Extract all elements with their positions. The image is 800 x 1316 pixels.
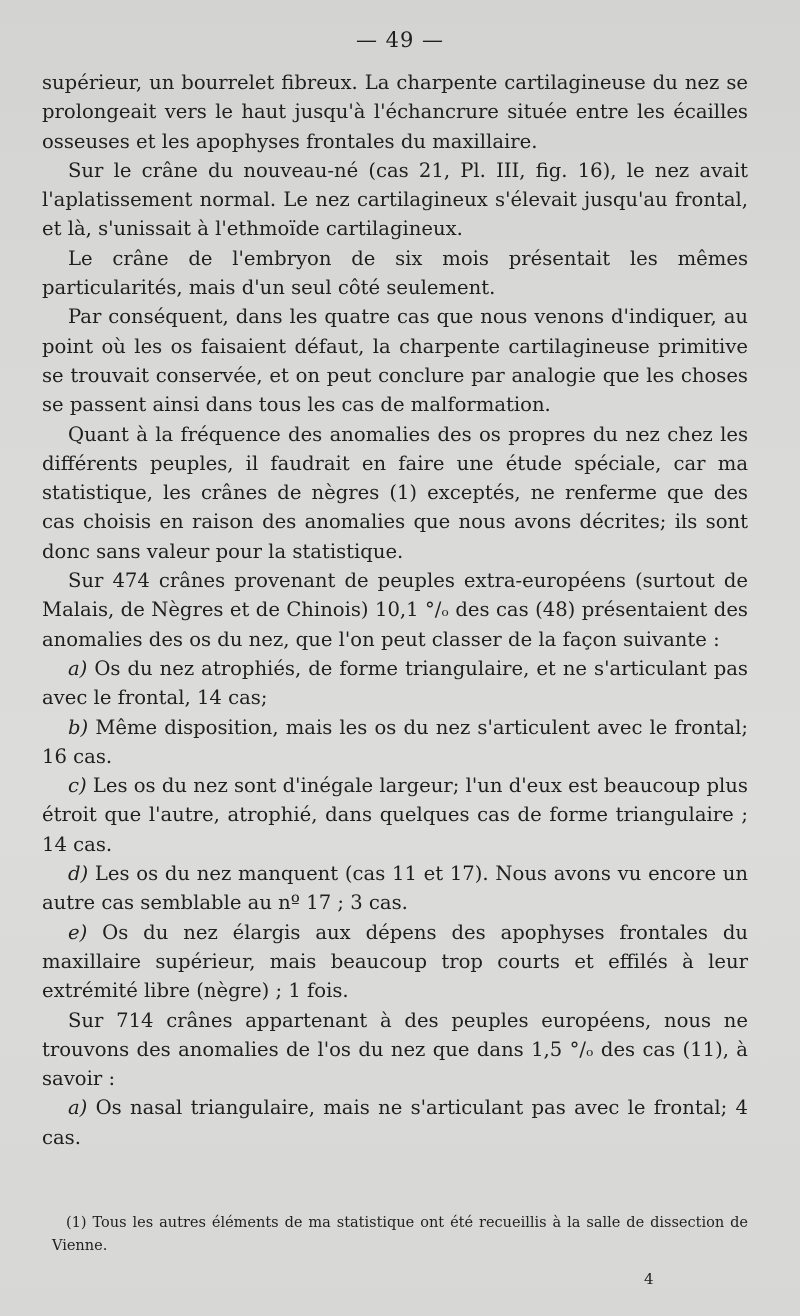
footnote: (1) Tous les autres éléments de ma statistique ont été recueillis à la salle de dissection de Vienne. (52, 1215, 748, 1254)
list-item-text: Même disposition, mais les os du nez s'articulent avec le frontal; 16 cas. (42, 715, 748, 768)
paragraph: Quant à la fréquence des anomalies des os propres du nez chez les différents peuples, il faudrait en faire une étude spéciale, car ma statistique, les crânes de nègres (1) exceptés, ne renferme que des cas choisis en raison des anomalies que nous avons décrites; ils sont donc sans valeur pour la statistique. (42, 422, 748, 563)
list-item-letter: c) (68, 774, 87, 798)
list-item-text: Os du nez atrophiés, de forme triangulaire, et ne s'articulant pas avec le frontal, 14 cas; (42, 656, 748, 710)
list-item (42, 1093, 748, 1152)
paragraph: Le crâne de l'embryon de six mois présentait les mêmes particularités, mais d'un seul côté seulement. (42, 246, 748, 300)
list-item (42, 918, 748, 1006)
page-number: — 49 — (355, 28, 445, 52)
signature-mark: 4 (644, 1270, 654, 1288)
list-item (42, 859, 748, 918)
list-item-letter: d) (68, 862, 89, 886)
paragraph: Sur 714 crânes appartenant à des peuples européens, nous ne trouvons des anomalies de l'os du nez que dans 1,5 °/ₒ des cas (11), à savoir : (42, 1008, 748, 1091)
list-item-text: Les os du nez sont d'inégale largeur; l'un d'eux est beaucoup plus étroit que l'autre, atrophié, dans quelques cas de forme triangulaire ; 14 cas. (42, 774, 748, 856)
list-item-letter: a) (68, 656, 88, 680)
list-item (42, 654, 748, 713)
list-item-text: Os du nez élargis aux dépens des apophyses frontales du maxillaire supérieur, mais beaucoup trop courts et effilés à leur extrémité libre (nègre) ; 1 fois. (42, 920, 748, 1003)
body-text (42, 68, 748, 1152)
list-item-text: Os nasal triangulaire, mais ne s'articulant pas avec le frontal; 4 cas. (42, 1096, 748, 1149)
paragraph: supérieur, un bourrelet fibreux. La charpente cartilagineuse du nez se prolongeait vers le haut jusqu'à l'échancrure située entre les écailles osseuses et les apophyses frontales du maxillaire. (42, 71, 748, 153)
paragraph: Sur le crâne du nouveau-né (cas 21, Pl. III, fig. 16), le nez avait l'aplatissement normal. Le nez cartilagineux s'élevait jusqu'au frontal, et là, s'unissait à l'ethmoïde cartilagineux. (42, 158, 748, 241)
list-item-letter: e) (68, 920, 88, 944)
list-item (42, 771, 748, 859)
list-item-letter: b) (68, 715, 89, 739)
list-item-letter: a) (68, 1096, 88, 1120)
list-item-text: Les os du nez manquent (cas 11 et 17). Nous avons vu encore un autre cas semblable au nº 17 ; 3 cas. (42, 862, 748, 915)
paragraph: Par conséquent, dans les quatre cas que nous venons d'indiquer, au point où les os faisaient défaut, la charpente cartilagineuse primitive se trouvait conservée, et on peut conclure par analogie que les choses se passent ainsi dans tous les cas de malformation. (42, 305, 748, 417)
paragraph: Sur 474 crânes provenant de peuples extra-européens (surtout de Malais, de Nègres et de Chinois) 10,1 °/ₒ des cas (48) présentaient des anomalies des os du nez, que l'on peut classer de la façon suivante : (42, 569, 748, 651)
list-item (42, 713, 748, 772)
